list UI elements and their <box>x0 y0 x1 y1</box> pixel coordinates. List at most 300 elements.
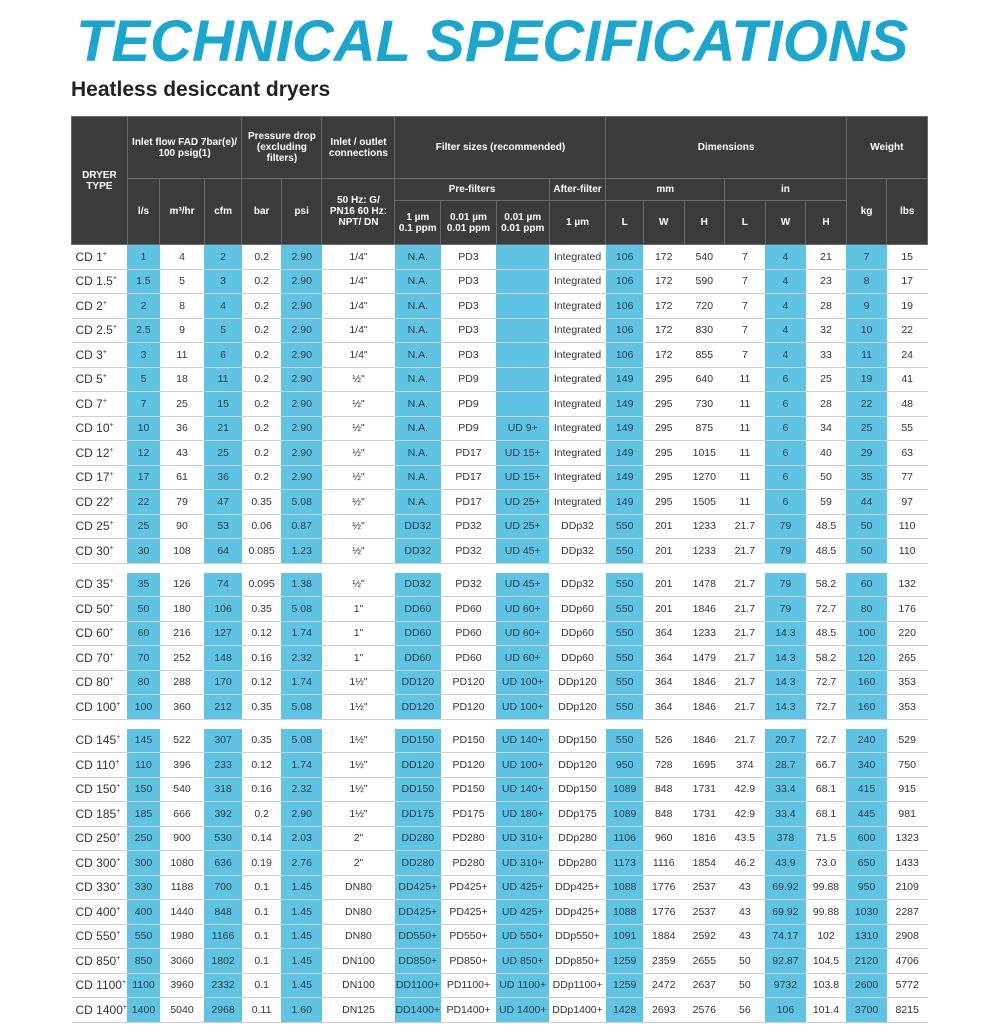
table-cell: 318 <box>204 777 242 802</box>
table-cell: DDp1400+ <box>549 998 606 1023</box>
table-cell: 33.4 <box>765 802 806 827</box>
table-cell: 201 <box>643 597 684 622</box>
dryer-type-cell <box>72 294 128 319</box>
table-cell: 104.5 <box>806 949 847 974</box>
table-cell: 0.19 <box>242 851 282 876</box>
dryer-type-name: CD 1.5 <box>75 274 113 289</box>
dryer-type-cell <box>72 695 128 720</box>
table-cell: UD 850+ <box>496 949 549 974</box>
dryer-type-mark: + <box>102 348 107 356</box>
table-cell: 0.35 <box>242 729 282 753</box>
table-cell: 99.88 <box>806 875 847 900</box>
table-cell: 79 <box>765 514 806 539</box>
table-row <box>72 294 928 319</box>
table-cell: 68.1 <box>806 802 847 827</box>
table-cell: 2.5 <box>127 318 159 343</box>
table-cell: PD60 <box>441 646 497 671</box>
dryer-type-mark: + <box>102 250 107 258</box>
table-cell: ½" <box>322 514 395 539</box>
table-cell: 48.5 <box>806 539 847 564</box>
table-cell: 590 <box>684 269 725 294</box>
table-cell: 1816 <box>684 826 725 851</box>
table-cell: 392 <box>204 802 242 827</box>
dryer-type-name: CD 30 <box>75 543 110 558</box>
table-cell: PD280 <box>441 851 497 876</box>
table-cell: 40 <box>806 441 847 466</box>
table-row <box>72 269 928 294</box>
table-cell: 43 <box>725 875 766 900</box>
table-cell: 750 <box>887 753 928 778</box>
table-cell: DN80 <box>322 924 395 949</box>
table-row <box>72 539 928 564</box>
table-cell: 42.9 <box>725 777 766 802</box>
table-cell: DN80 <box>322 900 395 925</box>
dryer-type-mark: + <box>116 783 121 791</box>
table-cell: 12 <box>127 441 159 466</box>
table-cell: 0.2 <box>242 392 282 417</box>
table-cell: 1.23 <box>281 539 322 564</box>
dryer-type-cell <box>72 753 128 778</box>
table-cell: DD60 <box>395 646 441 671</box>
table-cell: 2 <box>127 294 159 319</box>
table-cell: 0.35 <box>242 490 282 515</box>
dryer-type-cell <box>72 900 128 925</box>
table-cell: PD850+ <box>441 949 497 974</box>
table-cell: 11 <box>725 416 766 441</box>
table-cell: 20.7 <box>765 729 806 753</box>
table-cell: 1½" <box>322 670 395 695</box>
table-cell: 0.2 <box>242 294 282 319</box>
table-cell: 21.7 <box>725 621 766 646</box>
table-cell: 4706 <box>887 949 928 974</box>
table-cell: 1233 <box>684 621 725 646</box>
table-cell: 2.32 <box>281 777 322 802</box>
unit-in-w: W <box>765 201 806 245</box>
table-cell: 2.76 <box>281 851 322 876</box>
table-cell <box>496 245 549 270</box>
table-row <box>72 597 928 622</box>
table-cell: 216 <box>160 621 205 646</box>
table-cell: 1080 <box>160 851 205 876</box>
page-title: TECHNICAL SPECIFICATIONS <box>76 9 909 74</box>
table-cell <box>496 392 549 417</box>
table-cell: 666 <box>160 802 205 827</box>
table-cell: 0.12 <box>242 753 282 778</box>
table-cell: 23 <box>806 269 847 294</box>
table-cell: 2472 <box>643 973 684 998</box>
table-cell: 550 <box>606 597 644 622</box>
table-cell: 160 <box>846 695 887 720</box>
dryer-type-mark: + <box>121 979 127 987</box>
table-cell: 4 <box>765 245 806 270</box>
dryer-type-cell <box>72 343 128 368</box>
dryer-type-name: CD 110 <box>75 757 116 772</box>
table-cell: 108 <box>160 539 205 564</box>
table-cell: 550 <box>606 539 644 564</box>
table-cell: 3960 <box>160 973 205 998</box>
table-cell: 1173 <box>606 851 644 876</box>
table-cell: PD3 <box>441 294 497 319</box>
table-cell: 364 <box>643 695 684 720</box>
table-cell: PD150 <box>441 777 497 802</box>
table-cell: 17 <box>887 269 928 294</box>
table-cell: 6 <box>204 343 242 368</box>
unit-in-h: H <box>806 201 847 245</box>
table-row <box>72 802 928 827</box>
header-dryer-type: DRYER TYPE <box>72 117 128 245</box>
table-cell: 30 <box>127 539 159 564</box>
table-row <box>72 949 928 974</box>
dryer-type-name: CD 5 <box>75 372 103 387</box>
table-cell <box>496 318 549 343</box>
table-cell: 7 <box>846 245 887 270</box>
table-cell: 21.7 <box>725 646 766 671</box>
dryer-type-name: CD 400 <box>75 904 117 919</box>
table-cell: 17 <box>127 465 159 490</box>
dryer-type-cell <box>72 729 128 753</box>
table-cell: PD9 <box>441 416 497 441</box>
table-cell: N.A. <box>395 318 441 343</box>
table-row <box>72 670 928 695</box>
table-cell: PD550+ <box>441 924 497 949</box>
table-cell: 69.92 <box>765 900 806 925</box>
table-cell: 1433 <box>887 851 928 876</box>
table-cell: 981 <box>887 802 928 827</box>
table-cell: 11 <box>725 367 766 392</box>
table-cell: DDp175 <box>549 802 606 827</box>
table-cell: 950 <box>846 875 887 900</box>
table-row <box>72 465 928 490</box>
table-cell: 445 <box>846 802 887 827</box>
table-cell: ½" <box>322 416 395 441</box>
table-cell: 60 <box>846 573 887 597</box>
header-in: in <box>725 179 847 201</box>
table-cell: DDp425+ <box>549 900 606 925</box>
dryer-type-name: CD 2.5 <box>75 323 113 338</box>
table-cell: 0.35 <box>242 695 282 720</box>
table-cell: N.A. <box>395 367 441 392</box>
table-cell: 106 <box>606 343 644 368</box>
table-cell: 1091 <box>606 924 644 949</box>
section-gap <box>72 563 928 573</box>
table-cell: 0.2 <box>242 416 282 441</box>
dryer-type-mark: + <box>112 324 117 332</box>
table-cell: DDp120 <box>549 695 606 720</box>
table-cell: 106 <box>606 269 644 294</box>
table-cell: N.A. <box>395 392 441 417</box>
table-cell: DN80 <box>322 875 395 900</box>
table-cell: 2655 <box>684 949 725 974</box>
table-cell: 1116 <box>643 851 684 876</box>
table-row <box>72 490 928 515</box>
table-cell: 149 <box>606 367 644 392</box>
table-cell: 700 <box>204 875 242 900</box>
table-cell: 4 <box>160 245 205 270</box>
dryer-type-mark: + <box>109 602 114 610</box>
dryer-type-cell <box>72 670 128 695</box>
table-cell: 43 <box>725 924 766 949</box>
table-cell: 720 <box>684 294 725 319</box>
table-cell: PD120 <box>441 695 497 720</box>
table-cell: ½" <box>322 465 395 490</box>
table-cell: UD 25+ <box>496 490 549 515</box>
table-cell: 35 <box>846 465 887 490</box>
table-cell: Integrated <box>549 269 606 294</box>
table-cell: 1846 <box>684 597 725 622</box>
table-row <box>72 573 928 597</box>
table-cell: PD9 <box>441 392 497 417</box>
dryer-type-name: CD 22 <box>75 494 110 509</box>
table-cell: 5 <box>204 318 242 343</box>
table-cell: 950 <box>606 753 644 778</box>
table-cell: DN100 <box>322 973 395 998</box>
table-cell: 900 <box>160 826 205 851</box>
table-cell: 0.1 <box>242 973 282 998</box>
table-cell: 9 <box>160 318 205 343</box>
table-cell: 14.3 <box>765 621 806 646</box>
header-mm: mm <box>606 179 725 201</box>
table-cell: 2.90 <box>281 392 322 417</box>
dryer-type-mark: + <box>109 495 114 503</box>
table-cell: 378 <box>765 826 806 851</box>
dryer-type-cell <box>72 646 128 671</box>
table-cell: 1/4" <box>322 269 395 294</box>
table-cell: 2.90 <box>281 294 322 319</box>
table-cell: 0.2 <box>242 802 282 827</box>
dryer-type-cell <box>72 998 128 1023</box>
table-cell: 1.60 <box>281 998 322 1023</box>
table-cell: 1½" <box>322 802 395 827</box>
table-cell: 50 <box>846 514 887 539</box>
table-cell: 415 <box>846 777 887 802</box>
table-cell: 11 <box>846 343 887 368</box>
table-cell: 22 <box>846 392 887 417</box>
table-cell: 160 <box>846 670 887 695</box>
table-cell: 149 <box>606 416 644 441</box>
table-cell: 11 <box>725 392 766 417</box>
table-cell: 1½" <box>322 777 395 802</box>
table-cell: 34 <box>806 416 847 441</box>
table-cell: 0.16 <box>242 777 282 802</box>
table-cell: Integrated <box>549 490 606 515</box>
dryer-type-cell <box>72 802 128 827</box>
table-cell: DD120 <box>395 670 441 695</box>
table-row <box>72 973 928 998</box>
table-cell: 1.38 <box>281 573 322 597</box>
table-cell: DD120 <box>395 753 441 778</box>
table-cell: 6 <box>765 490 806 515</box>
table-cell: 1259 <box>606 949 644 974</box>
table-cell: 1.45 <box>281 900 322 925</box>
table-cell: 14.3 <box>765 670 806 695</box>
table-cell: 201 <box>643 514 684 539</box>
table-cell: 103.8 <box>806 973 847 998</box>
dryer-type-cell <box>72 367 128 392</box>
table-row <box>72 318 928 343</box>
table-cell: PD150 <box>441 729 497 753</box>
dryer-type-name: CD 250 <box>75 831 117 846</box>
table-cell: 110 <box>127 753 159 778</box>
dryer-type-cell <box>72 851 128 876</box>
table-cell: PD280 <box>441 826 497 851</box>
unit-mm-h: H <box>684 201 725 245</box>
table-cell: DDp32 <box>549 514 606 539</box>
table-cell: 21.7 <box>725 539 766 564</box>
table-cell: 132 <box>887 573 928 597</box>
table-cell: DD1100+ <box>395 973 441 998</box>
table-cell: 172 <box>643 294 684 319</box>
table-cell: PD3 <box>441 318 497 343</box>
table-cell: DD550+ <box>395 924 441 949</box>
table-cell: 640 <box>684 367 725 392</box>
table-row <box>72 514 928 539</box>
unit-kg: kg <box>846 179 887 245</box>
table-cell: 80 <box>846 597 887 622</box>
dryer-type-cell <box>72 269 128 294</box>
table-cell: 340 <box>846 753 887 778</box>
table-cell: 0.2 <box>242 367 282 392</box>
dryer-type-mark: + <box>102 397 107 405</box>
table-cell: 364 <box>643 621 684 646</box>
table-cell: 185 <box>127 802 159 827</box>
table-cell: 4 <box>765 343 806 368</box>
table-cell: 7 <box>725 269 766 294</box>
table-cell: 172 <box>643 343 684 368</box>
table-cell: 21 <box>806 245 847 270</box>
table-cell: DDp60 <box>549 646 606 671</box>
table-cell: DD425+ <box>395 900 441 925</box>
table-cell: 295 <box>643 416 684 441</box>
dryer-type-cell <box>72 490 128 515</box>
table-cell: 550 <box>606 729 644 753</box>
table-cell: Integrated <box>549 392 606 417</box>
table-cell: PD1100+ <box>441 973 497 998</box>
table-cell: 0.1 <box>242 924 282 949</box>
table-cell: 1.45 <box>281 875 322 900</box>
table-row <box>72 729 928 753</box>
table-cell: DD850+ <box>395 949 441 974</box>
table-cell: 69.92 <box>765 875 806 900</box>
dryer-type-name: CD 50 <box>75 601 110 616</box>
dryer-type-name: CD 145 <box>75 733 117 748</box>
table-cell: 149 <box>606 392 644 417</box>
table-cell: ½" <box>322 367 395 392</box>
table-cell: 1846 <box>684 729 725 753</box>
table-cell: 1270 <box>684 465 725 490</box>
table-cell: 1166 <box>204 924 242 949</box>
table-cell: 2592 <box>684 924 725 949</box>
table-cell: 47 <box>204 490 242 515</box>
table-cell: 58.2 <box>806 573 847 597</box>
table-cell: 106 <box>606 294 644 319</box>
table-cell: 15 <box>204 392 242 417</box>
table-cell: Integrated <box>549 465 606 490</box>
table-cell: 0.2 <box>242 343 282 368</box>
table-cell: PD1400+ <box>441 998 497 1023</box>
table-cell: 72.7 <box>806 597 847 622</box>
table-cell: ½" <box>322 573 395 597</box>
table-cell: 5 <box>127 367 159 392</box>
table-cell: 2537 <box>684 875 725 900</box>
table-cell: 374 <box>725 753 766 778</box>
unit-cfm: cfm <box>204 179 242 245</box>
dryer-type-mark: + <box>109 520 114 528</box>
table-cell: 11 <box>725 490 766 515</box>
table-cell: ½" <box>322 490 395 515</box>
table-cell: 530 <box>204 826 242 851</box>
table-cell: 848 <box>643 777 684 802</box>
table-cell: 0.095 <box>242 573 282 597</box>
table-cell: ½" <box>322 539 395 564</box>
table-cell: 149 <box>606 465 644 490</box>
table-cell: 1400 <box>127 998 159 1023</box>
table-cell: N.A. <box>395 490 441 515</box>
table-cell: 1731 <box>684 777 725 802</box>
table-cell: 21.7 <box>725 729 766 753</box>
table-cell: 18 <box>160 367 205 392</box>
table-row <box>72 695 928 720</box>
dryer-type-mark: + <box>102 373 107 381</box>
table-cell: UD 15+ <box>496 441 549 466</box>
table-cell: 1980 <box>160 924 205 949</box>
dryer-type-mark: + <box>109 651 114 659</box>
table-cell: Integrated <box>549 367 606 392</box>
table-cell: 106 <box>204 597 242 622</box>
table-cell: 92.87 <box>765 949 806 974</box>
table-cell: 58.2 <box>806 646 847 671</box>
table-cell: 1030 <box>846 900 887 925</box>
table-cell: 70 <box>127 646 159 671</box>
table-cell: 28 <box>806 392 847 417</box>
table-cell: 53 <box>204 514 242 539</box>
table-cell: 728 <box>643 753 684 778</box>
table-cell: 25 <box>160 392 205 417</box>
unit-bar: bar <box>242 179 282 245</box>
table-cell: 1100 <box>127 973 159 998</box>
table-row <box>72 777 928 802</box>
table-cell: 7 <box>725 343 766 368</box>
table-cell: 50 <box>127 597 159 622</box>
table-cell: UD 550+ <box>496 924 549 949</box>
table-cell: 1" <box>322 621 395 646</box>
table-cell: N.A. <box>395 245 441 270</box>
table-cell: 2.90 <box>281 269 322 294</box>
table-cell: 5.08 <box>281 490 322 515</box>
table-cell: 50 <box>725 973 766 998</box>
table-cell: 56 <box>725 998 766 1023</box>
table-cell: Integrated <box>549 294 606 319</box>
table-cell: 21.7 <box>725 597 766 622</box>
table-cell: 43 <box>160 441 205 466</box>
table-cell: N.A. <box>395 294 441 319</box>
table-cell: PD120 <box>441 670 497 695</box>
table-cell: 1/4" <box>322 245 395 270</box>
table-cell: 150 <box>127 777 159 802</box>
table-cell: 1440 <box>160 900 205 925</box>
table-cell: 1/4" <box>322 343 395 368</box>
table-cell: 1854 <box>684 851 725 876</box>
table-cell: 1" <box>322 597 395 622</box>
table-cell: 550 <box>127 924 159 949</box>
table-cell: 1233 <box>684 514 725 539</box>
table-cell <box>496 367 549 392</box>
table-cell: 2.90 <box>281 416 322 441</box>
table-cell: DDp120 <box>549 753 606 778</box>
table-cell: 4 <box>765 294 806 319</box>
table-cell: 240 <box>846 729 887 753</box>
dryer-type-cell <box>72 245 128 270</box>
dryer-type-mark: + <box>116 905 121 913</box>
